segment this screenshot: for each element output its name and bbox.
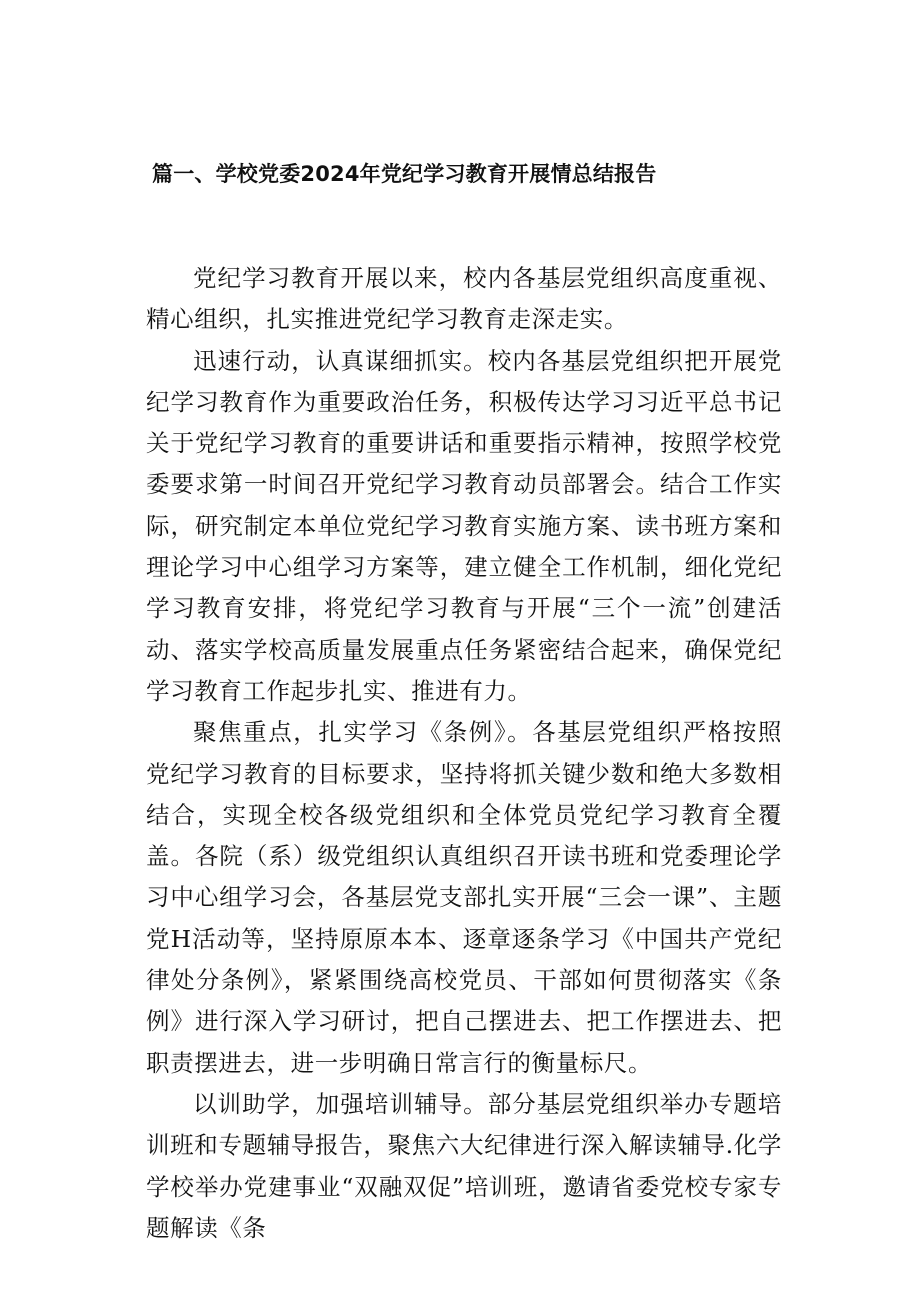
page-title: 篇一、学校党委2024年党纪学习教育开展情总结报告	[152, 162, 657, 186]
paragraph-rapid-action: 迅速行动，认真谋细抓实。校内各基层党组织把开展党纪学习教育作为重要政治任务，积极传达学习习近平总书记关于党纪学习教育的重要讲话和重要指示精神，按照学校党委要求第一时间召开党纪学习教育动员部署会。结合工作实际，研究制定本单位党纪学习教育实施方案、读书班方案和理论学习中心组学习方案等，建立健全工作机制，细化党纪学习教育安排，将党纪学习教育与开展“三个一流”创建活动、落实学校高质量发展重点任务紧密结合起来，确保党纪学习教育工作起步扎实、推进有力。	[146, 346, 782, 705]
paragraph-training: 以训助学，加强培训辅导。部分基层党组织举办专题培训班和专题辅导报告，聚焦六大纪律进行深入解读辅导.化学学校举办党建事业“双融双促”培训班，邀请省委党校专家专题解读《条	[146, 1089, 782, 1242]
paragraph-intro: 党纪学习教育开展以来，校内各基层党组织高度重视、精心组织，扎实推进党纪学习教育走深走实。	[146, 264, 782, 334]
document-body	[146, 258, 782, 1249]
paragraph-focus-regulations: 聚焦重点，扎实学习《条例》。各基层党组织严格按照党纪学习教育的目标要求，坚持将抓关键少数和绝大多数相结合，实现全校各级党组织和全体党员党纪学习教育全覆盖。各院（系）级党组织认真组织召开读书班和党委理论学习中心组学习会，各基层党支部扎实开展“三会一课”、主题党H活动等，坚持原原本本、逐章逐条学习《中国共产党纪律处分条例》，紧紧围绕高校党员、干部如何贯彻落实《条例》进行深入学习研讨，把自己摆进去、把工作摆进去、把职责摆进去，进一步明确日常言行的衡量标尺。	[146, 718, 782, 1077]
